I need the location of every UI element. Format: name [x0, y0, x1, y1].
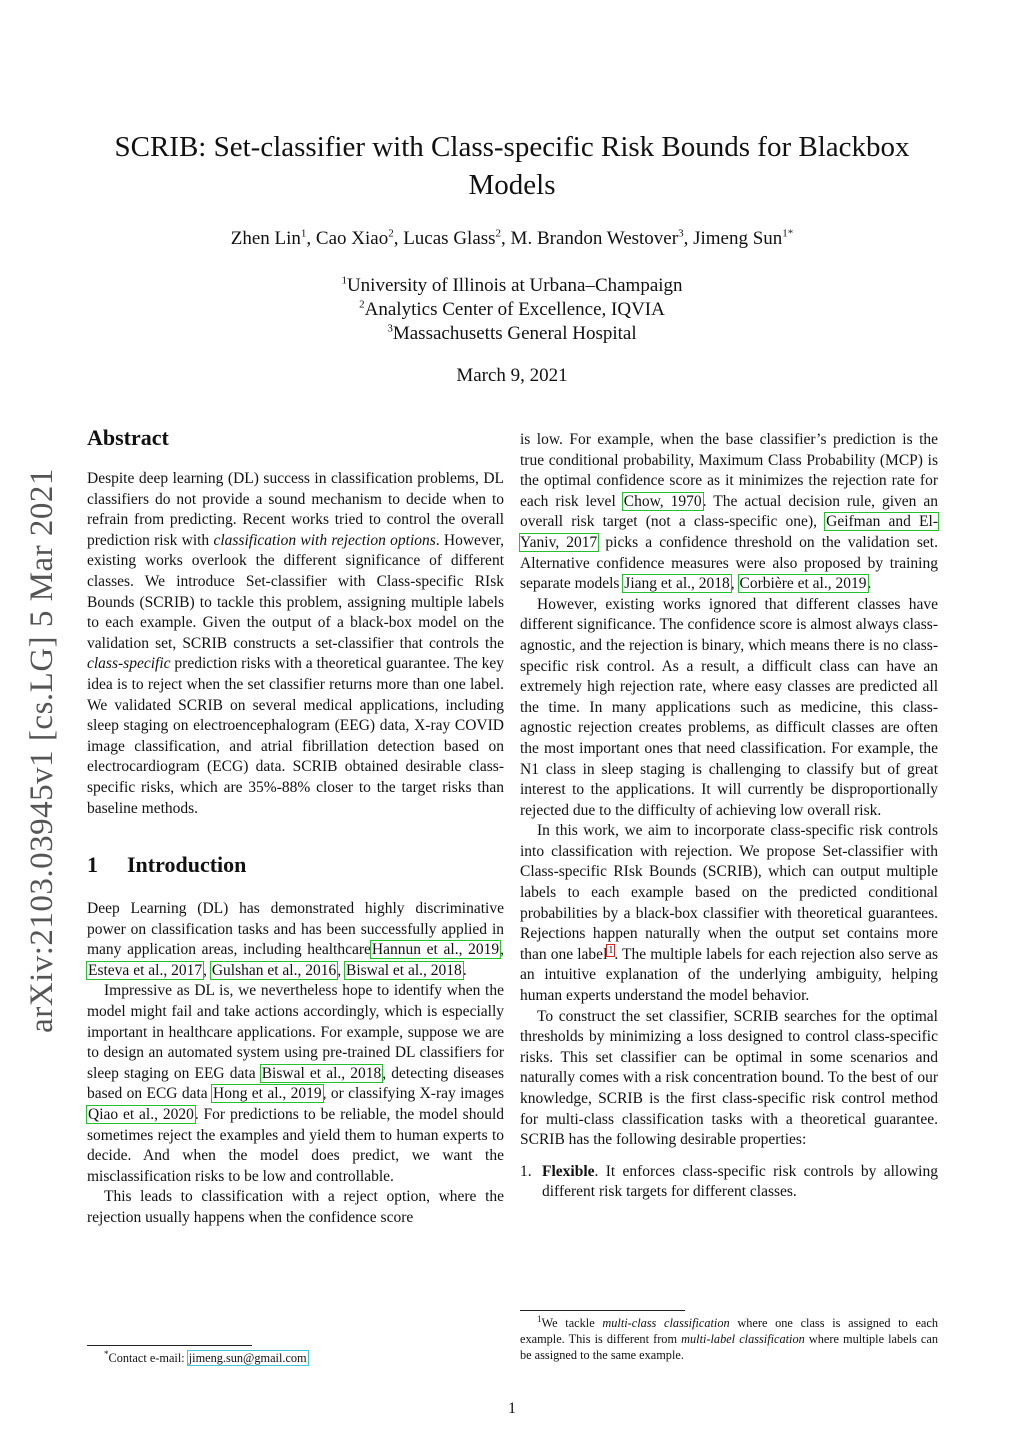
citation-link[interactable]: Esteva et al., 2017 — [88, 961, 203, 979]
author-name: Cao Xiao — [315, 228, 389, 249]
abstract-body: Despite deep learning (DL) success in classification problems, DL classifiers do not provide a sound mechanism to decide when to refrain from predicting. Recent works tried to control the overall prediction risk with classification with rejection options. However, existing works overlook the different significance of different classes. We introduce Set-classifier with Class-specific RIsk Bounds (SCRIB) to tackle this problem, assigning multiple labels to each example. Given the output of a black-box model on the validation set, SCRIB constructs a set-classifier that controls the class-specific prediction risks with a theoretical guarantee. The key idea is to reject when the set classifier returns more than one label. We validated SCRIB on several medical applications, including sleep staging on electroencephalogram (EEG) data, X-ray COVID image classification, and atrial fibrillation detection based on electrocardiogram (ECG) data. SCRIB obtained desirable class-specific risks, which are 35%-88% closer to the target risks than baseline methods. — [87, 470, 504, 817]
author-affil-mark: 2 — [388, 227, 394, 240]
page-number: 1 — [508, 1400, 516, 1417]
citation-link[interactable]: Jiang et al., 2018 — [624, 575, 730, 593]
contact-footnote: *Contact e-mail: jimeng.sun@gmail.com — [87, 1345, 504, 1366]
affiliation: $^3$Massachusetts General Hospital — [387, 322, 637, 344]
citation-link[interactable]: Geifman and El-Yaniv, 2017 — [520, 513, 938, 551]
arxiv-identifier — [12, 460, 72, 1040]
footnote-rule — [520, 1310, 685, 1311]
footnote-link[interactable]: 1 — [608, 944, 614, 956]
intro-paragraph: Deep Learning (DL) has demonstrated highly discriminative power on classification tasks and has been successfully applied in many application areas, including healthcareHannun et al., 2019, Esteva et al., 2017, Gulshan et al., 2016, Biswal et al., 2018. — [87, 900, 505, 979]
author-affil-mark: 2 — [495, 227, 502, 240]
right-column — [520, 430, 938, 1203]
intro-paragraph: This leads to classification with a reject option, where the rejection usually happens when the confidence score — [87, 1188, 504, 1226]
citation-link[interactable]: Hong et al., 2019 — [213, 1085, 322, 1103]
affiliation: $^2$Analytics Center of Excellence, IQVIA — [359, 298, 665, 320]
body-paragraph: is low. For example, when the base classifier’s prediction is the true conditional probability, Maximum Class Probability (MCP) is the optimal confidence score as it minimizes the rejection rate for each risk level Chow, 1970. The actual decision rule, given an overall risk target (not a class-specific one), Geifman and El-Yaniv, 2017 picks a confidence threshold on the validation set. Alternative confidence measures were also proposed by training separate models Jiang et al., 2018, Corbière et al., 2019. — [520, 431, 939, 593]
author-name: M. Brandon Westover — [510, 228, 679, 249]
author-affil-mark: 1 — [300, 227, 307, 240]
author-affil-mark: 1* — [782, 227, 794, 240]
paper-title: SCRIB: Set-classifier with Class-specific Risk Bounds for Blackbox Models — [114, 131, 910, 201]
author-name: Zhen Lin — [230, 228, 301, 249]
citation-link[interactable]: Biswal et al., 2018 — [261, 1064, 382, 1082]
intro-paragraph: Impressive as DL is, we nevertheless hope to identify when the model might fail and take actions accordingly, which is especially important in healthcare applications. For example, suppose we are to design an automated system using pre-trained DL classifiers for sleep staging on EEG data Biswal et al., 2018, detecting diseases based on ECG data Hong et al., 2019, or classifying X-ray images Qiao et al., 2020. For predictions to be reliable, the model should sometimes reject the examples and yield them to human experts to decide. And when the model does predict, we want the misclassification risks to be low and controllable. — [87, 982, 504, 1185]
left-column — [87, 424, 504, 1229]
author-name: Lucas Glass — [403, 228, 496, 249]
author-list: Zhen Lin$^1$, Cao Xiao$^2$, Lucas Glass$^2$, M. Brandon Westover$^3$, Jimeng Sun$^{1*}$ — [230, 227, 794, 249]
email-link[interactable]: jimeng.sun@gmail.com — [188, 1351, 307, 1365]
section-heading-introduction: 1 Introduction — [87, 852, 247, 878]
footnote-1: $^1$We tackle multi-class classification where one class is assigned to each example. This is different from multi-label classification where multiple labels can be assigned to the same example. — [520, 1310, 938, 1363]
citation-link[interactable]: Hannun et al., 2019 — [371, 941, 500, 959]
body-paragraph: In this work, we aim to incorporate class-specific risk controls into classification with rejection. We propose Set-classifier with Class-specific RIsk Bounds (SCRIB), which can output multiple labels to each example based on the predicted conditional probabilities by a black-box classifier with theoretical guarantees. Rejections happen naturally when the output set contains more than one label$^1$. The multiple labels for each rejection also serve as an intuitive explanation of the underlying ambiguity, helping human experts understand the model behavior. — [520, 822, 938, 1005]
citation-link[interactable]: Biswal et al., 2018 — [346, 961, 462, 979]
citation-link[interactable]: Qiao et al., 2020 — [88, 1106, 194, 1124]
footnote-rule — [87, 1345, 252, 1346]
citation-link[interactable]: Gulshan et al., 2016 — [211, 961, 337, 979]
paper-date: March 9, 2021 — [456, 365, 568, 386]
property-list-item: 1. Flexible. It enforces class-specific risk controls by allowing different risk targets for different classes. — [520, 1162, 938, 1201]
abstract-heading: Abstract — [87, 425, 169, 450]
affiliation-list — [80, 274, 944, 346]
author-name: Jimeng Sun — [693, 228, 783, 249]
arxiv-identifier-text: arXiv:2103.03945v1 [cs.LG] 5 Mar 2021 — [23, 467, 60, 1033]
affiliation: $^1$University of Illinois at Urbana–Champaign — [341, 274, 683, 296]
citation-link[interactable]: Chow, 1970 — [623, 492, 702, 510]
author-affil-mark: 3 — [678, 227, 684, 240]
citation-link[interactable]: Corbière et al., 2019 — [739, 575, 867, 593]
body-paragraph: However, existing works ignored that different classes have different significance. The confidence score is almost always class-agnostic, and the rejection is binary, which means there is no class-specific risk control. As a result, a difficult class can have an extremely high rejection rate, where easy classes are predicted all the time. In many applications such as medicine, this class-agnostic rejection creates problems, as difficult classes are often the most important ones that need classification. For example, the N1 class in sleep staging is challenging to classify but of great interest to the applications. It will currently be disproportionally rejected due to the difficulty of achieving low overall risk. — [520, 595, 938, 819]
body-paragraph: To construct the set classifier, SCRIB searches for the optimal thresholds by minimizing a loss designed to control class-specific risks. This set classifier can be optimal in some scenarios and naturally comes with a risk concentration bound. To the best of our knowledge, SCRIB is the first class-specific risk control method for multi-class classification tasks with a theoretical guarantee. SCRIB has the following desirable properties: — [520, 1007, 938, 1149]
